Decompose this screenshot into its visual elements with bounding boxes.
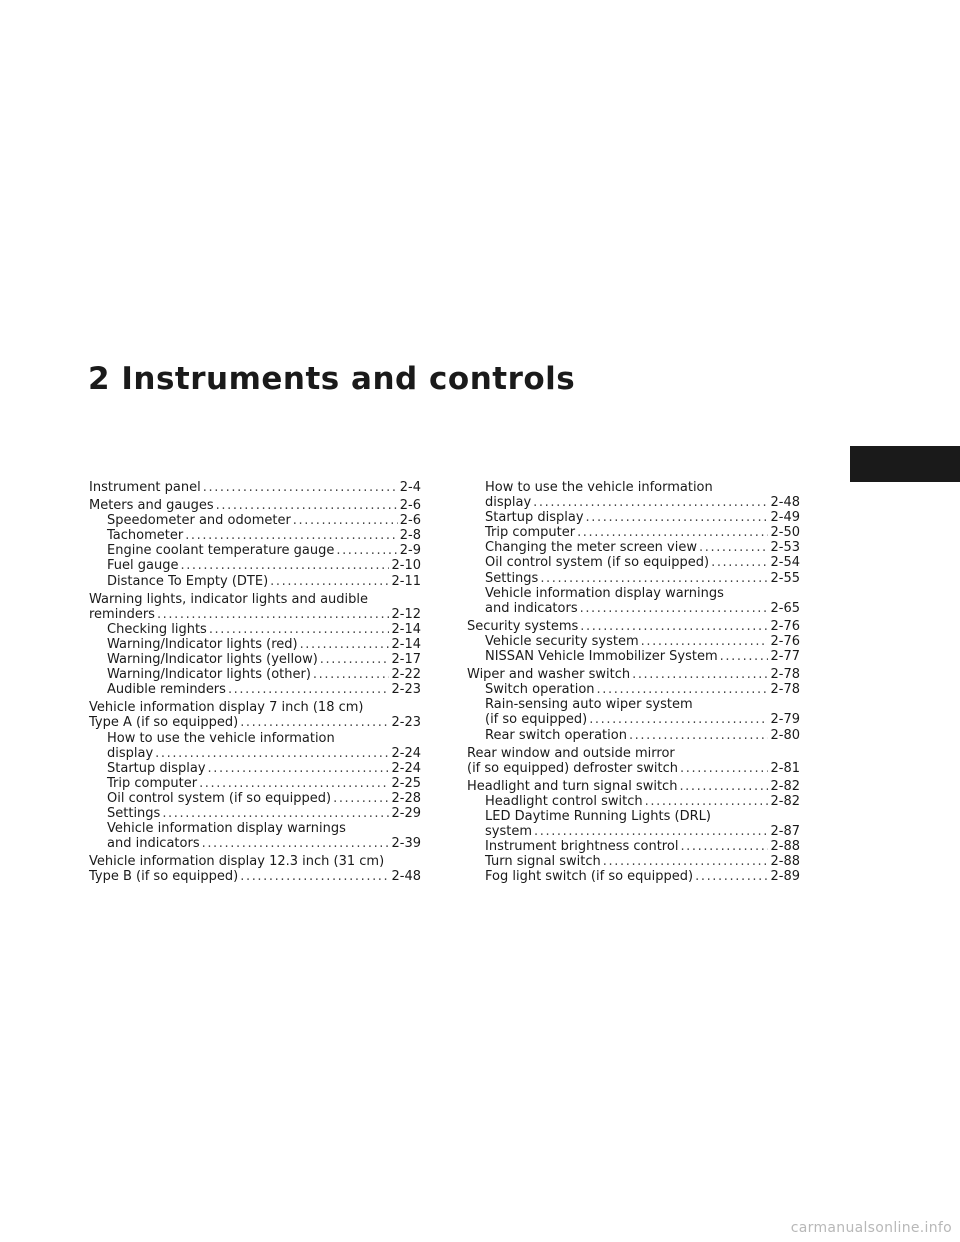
toc-entry[interactable] bbox=[467, 540, 800, 555]
toc-entry-title-line: Rain-sensing auto wiper system bbox=[485, 697, 693, 713]
toc-entry-line bbox=[107, 574, 421, 589]
toc-dot-leader bbox=[589, 712, 768, 727]
toc-page-number: 2-8 bbox=[399, 528, 421, 544]
toc-dot-leader bbox=[586, 510, 769, 525]
toc-entry-line bbox=[485, 525, 800, 540]
toc-page-number: 2-48 bbox=[770, 495, 800, 511]
toc-entry[interactable] bbox=[89, 731, 421, 761]
toc-dot-leader bbox=[209, 622, 390, 637]
toc-entry[interactable] bbox=[89, 806, 421, 821]
toc-entry-title: display bbox=[107, 745, 154, 761]
toc-dot-leader bbox=[202, 836, 390, 851]
toc-entry-title-line: Vehicle information display warnings bbox=[107, 821, 346, 837]
toc-entry[interactable] bbox=[467, 649, 800, 664]
toc-page-number: 2-9 bbox=[399, 543, 421, 559]
toc-page-number: 2-10 bbox=[391, 558, 421, 574]
toc-page-number: 2-11 bbox=[391, 573, 421, 589]
toc-entry-line bbox=[107, 746, 421, 761]
toc-entry-line bbox=[467, 619, 800, 634]
toc-entry-title: Warning/Indicator lights (yellow) bbox=[107, 652, 318, 668]
toc-page-number: 2-78 bbox=[770, 682, 800, 698]
toc-dot-leader bbox=[540, 571, 768, 586]
toc-page-number: 2-65 bbox=[770, 600, 800, 616]
toc-entry-line bbox=[485, 854, 800, 869]
toc-entry[interactable] bbox=[467, 869, 800, 884]
toc-page-number: 2-48 bbox=[391, 869, 421, 885]
toc-entry-line bbox=[107, 776, 421, 791]
toc-entry-title: display bbox=[485, 495, 532, 511]
toc-entry-title: Speedometer and odometer bbox=[107, 513, 291, 529]
toc-entry-title: Security systems bbox=[467, 618, 579, 634]
toc-entry[interactable] bbox=[467, 480, 800, 510]
toc-entry-title: Startup display bbox=[107, 760, 206, 776]
toc-dot-leader bbox=[534, 824, 768, 839]
toc-entry-line bbox=[485, 510, 800, 525]
toc-entry-line bbox=[107, 667, 421, 682]
toc-page-number: 2-54 bbox=[770, 555, 800, 571]
toc-entry[interactable] bbox=[89, 854, 421, 884]
toc-entry-line bbox=[107, 543, 421, 558]
toc-entry-line bbox=[467, 779, 800, 794]
toc-entry-title: Startup display bbox=[485, 510, 584, 526]
toc-entry-title: Rear switch operation bbox=[485, 727, 627, 743]
toc-entry-line bbox=[485, 649, 800, 664]
toc-entry-title: Trip computer bbox=[485, 525, 576, 541]
toc-entry[interactable] bbox=[467, 728, 800, 743]
toc-entry-title: Warning/Indicator lights (other) bbox=[107, 667, 311, 683]
toc-entry-line bbox=[467, 761, 800, 776]
toc-entry[interactable] bbox=[89, 528, 421, 543]
toc-page-number: 2-88 bbox=[770, 839, 800, 855]
toc-dot-leader bbox=[629, 728, 769, 743]
toc-dot-leader bbox=[185, 528, 398, 543]
toc-page-number: 2-55 bbox=[770, 570, 800, 586]
toc-entry[interactable] bbox=[467, 555, 800, 570]
toc-page-number: 2-53 bbox=[770, 540, 800, 556]
toc-page-number: 2-12 bbox=[391, 606, 421, 622]
toc-entry-line bbox=[485, 824, 800, 839]
toc-page-number: 2-80 bbox=[770, 727, 800, 743]
toc-page-number: 2-23 bbox=[391, 715, 421, 731]
toc-entry[interactable] bbox=[467, 667, 800, 682]
toc-dot-leader bbox=[199, 776, 389, 791]
toc-entry-line bbox=[89, 607, 421, 622]
toc-dot-leader bbox=[333, 791, 389, 806]
toc-page-number: 2-6 bbox=[399, 513, 421, 529]
toc-entry-title: and indicators bbox=[485, 600, 578, 616]
toc-column-left bbox=[89, 480, 421, 884]
toc-entry-title: Oil control system (if so equipped) bbox=[485, 555, 710, 571]
toc-page-number: 2-28 bbox=[391, 790, 421, 806]
toc-entry-title: Fuel gauge bbox=[107, 558, 179, 574]
chapter-title: 2 Instruments and controls bbox=[88, 361, 576, 397]
toc-dot-leader bbox=[580, 619, 768, 634]
toc-dot-leader bbox=[270, 574, 389, 589]
toc-page-number: 2-82 bbox=[770, 778, 800, 794]
toc-dot-leader bbox=[208, 761, 390, 776]
toc-page-number: 2-23 bbox=[391, 682, 421, 698]
toc-entry-title: Turn signal switch bbox=[485, 854, 601, 870]
toc-entry-title-line: Rear window and outside mirror bbox=[467, 745, 675, 761]
toc-dot-leader bbox=[216, 498, 398, 513]
toc-entry[interactable] bbox=[89, 498, 421, 513]
toc-entry-line bbox=[485, 601, 800, 616]
toc-entry[interactable] bbox=[89, 543, 421, 558]
toc-entry-title: Switch operation bbox=[485, 682, 595, 698]
toc-dot-leader bbox=[711, 555, 768, 570]
toc-page-number: 2-77 bbox=[770, 649, 800, 665]
toc-dot-leader bbox=[203, 480, 398, 495]
toc-dot-leader bbox=[157, 607, 390, 622]
toc-entry[interactable] bbox=[467, 779, 800, 794]
toc-entry-line bbox=[485, 869, 800, 884]
toc-entry-title: Trip computer bbox=[107, 775, 198, 791]
toc-dot-leader bbox=[580, 601, 769, 616]
toc-page-number: 2-76 bbox=[770, 633, 800, 649]
toc-dot-leader bbox=[641, 634, 769, 649]
toc-entry[interactable] bbox=[89, 558, 421, 573]
toc-entry[interactable] bbox=[89, 622, 421, 637]
toc-dot-leader bbox=[228, 682, 390, 697]
toc-entry[interactable] bbox=[467, 510, 800, 525]
toc-entry-title: Settings bbox=[107, 805, 161, 821]
toc-dot-leader bbox=[155, 746, 389, 761]
toc-entry-title: and indicators bbox=[107, 836, 200, 852]
toc-entry-line bbox=[485, 571, 800, 586]
toc-entry-title: reminders bbox=[89, 606, 155, 622]
toc-dot-leader bbox=[699, 540, 768, 555]
toc-page-number: 2-82 bbox=[770, 793, 800, 809]
toc-entry-title: Meters and gauges bbox=[89, 498, 214, 514]
toc-entry[interactable] bbox=[89, 791, 421, 806]
toc-entry-title-line: Warning lights, indicator lights and audible bbox=[89, 591, 369, 607]
toc-entry-line bbox=[107, 806, 421, 821]
toc-entry-title: Settings bbox=[485, 570, 539, 586]
toc-entry-title: Wiper and washer switch bbox=[467, 667, 631, 683]
toc-entry-line bbox=[107, 652, 421, 667]
toc-entry[interactable] bbox=[89, 776, 421, 791]
toc-entry[interactable] bbox=[467, 586, 800, 616]
chapter-thumb-tab bbox=[850, 446, 960, 482]
toc-dot-leader bbox=[240, 715, 389, 730]
toc-entry[interactable] bbox=[467, 634, 800, 649]
toc-page-number: 2-4 bbox=[399, 480, 421, 495]
toc-page-number: 2-78 bbox=[770, 667, 800, 683]
toc-entry-line bbox=[89, 498, 421, 513]
toc-dot-leader bbox=[679, 779, 768, 794]
toc-dot-leader bbox=[336, 543, 397, 558]
toc-entry[interactable] bbox=[467, 794, 800, 809]
toc-entry-line bbox=[89, 715, 421, 730]
toc-page-number: 2-81 bbox=[770, 760, 800, 776]
toc-entry-line bbox=[107, 513, 421, 528]
toc-dot-leader bbox=[680, 839, 768, 854]
toc-page-number: 2-14 bbox=[391, 636, 421, 652]
toc-entry[interactable] bbox=[467, 697, 800, 727]
toc-entry-title: system bbox=[485, 824, 532, 840]
toc-entry[interactable] bbox=[89, 821, 421, 851]
toc-dot-leader bbox=[293, 513, 398, 528]
toc-entry[interactable] bbox=[89, 667, 421, 682]
toc-dot-leader bbox=[240, 869, 389, 884]
toc-page-number: 2-6 bbox=[399, 498, 421, 514]
toc-entry[interactable] bbox=[467, 746, 800, 776]
toc-entry-title-line: Vehicle information display warnings bbox=[485, 585, 724, 601]
toc-entry[interactable] bbox=[467, 682, 800, 697]
toc-entry-title-line: How to use the vehicle information bbox=[485, 480, 713, 495]
toc-entry-title: Instrument brightness control bbox=[485, 839, 679, 855]
toc-entry[interactable] bbox=[467, 619, 800, 634]
toc-dot-leader bbox=[645, 794, 769, 809]
toc-page-number: 2-89 bbox=[770, 869, 800, 885]
toc-page-number: 2-87 bbox=[770, 824, 800, 840]
toc-page-number: 2-76 bbox=[770, 618, 800, 634]
toc-dot-leader bbox=[695, 869, 768, 884]
toc-entry-title: Changing the meter screen view bbox=[485, 540, 697, 556]
toc-entry-line bbox=[107, 836, 421, 851]
toc-entry-line bbox=[485, 794, 800, 809]
toc-page-number: 2-50 bbox=[770, 525, 800, 541]
toc-entry-line bbox=[107, 761, 421, 776]
toc-entry[interactable] bbox=[89, 682, 421, 697]
toc-entry-line bbox=[485, 495, 800, 510]
toc-entry-title: NISSAN Vehicle Immobilizer System bbox=[485, 649, 718, 665]
toc-entry[interactable] bbox=[467, 571, 800, 586]
toc-entry-title: Fog light switch (if so equipped) bbox=[485, 869, 694, 885]
toc-page-number: 2-17 bbox=[391, 652, 421, 668]
toc-entry-line bbox=[485, 839, 800, 854]
toc-dot-leader bbox=[603, 854, 769, 869]
toc-entry-line bbox=[107, 558, 421, 573]
toc-entry[interactable] bbox=[89, 700, 421, 730]
toc-entry-title: Distance To Empty (DTE) bbox=[107, 573, 269, 589]
toc-entry[interactable] bbox=[467, 525, 800, 540]
toc-entry-title: Audible reminders bbox=[107, 682, 226, 698]
toc-entry-line bbox=[89, 869, 421, 884]
toc-entry-line bbox=[107, 791, 421, 806]
toc-entry-title-line: LED Daytime Running Lights (DRL) bbox=[485, 808, 711, 824]
toc-entry-title: Instrument panel bbox=[89, 480, 201, 495]
toc-entry-line bbox=[485, 634, 800, 649]
toc-entry[interactable] bbox=[467, 854, 800, 869]
toc-dot-leader bbox=[680, 761, 768, 776]
toc-column-right bbox=[467, 480, 800, 884]
toc-entry-title: Headlight control switch bbox=[485, 793, 643, 809]
toc-page-number: 2-14 bbox=[391, 621, 421, 637]
toc-entry-line bbox=[485, 728, 800, 743]
toc-entry-line bbox=[107, 637, 421, 652]
toc-page-number: 2-24 bbox=[391, 760, 421, 776]
toc-page-number: 2-49 bbox=[770, 510, 800, 526]
toc-entry-title: Vehicle security system bbox=[485, 633, 639, 649]
toc-entry-line bbox=[107, 682, 421, 697]
toc-entry-title-line: Vehicle information display 7 inch (18 cm) bbox=[89, 700, 364, 716]
toc-entry-title-line: How to use the vehicle information bbox=[107, 730, 335, 746]
toc-entry-title: Tachometer bbox=[107, 528, 184, 544]
toc-entry-title: (if so equipped) bbox=[485, 712, 588, 728]
toc-entry-line bbox=[107, 528, 421, 543]
toc-entry-title: Type B (if so equipped) bbox=[89, 869, 239, 885]
toc-entry[interactable] bbox=[89, 592, 421, 622]
toc-entry-title: Warning/Indicator lights (red) bbox=[107, 636, 298, 652]
toc-entry[interactable] bbox=[89, 637, 421, 652]
toc-dot-leader bbox=[313, 667, 390, 682]
toc-page-number: 2-25 bbox=[391, 775, 421, 791]
toc-entry-line bbox=[107, 622, 421, 637]
toc-entry[interactable] bbox=[89, 574, 421, 589]
toc-entry-line bbox=[485, 712, 800, 727]
toc-dot-leader bbox=[162, 806, 389, 821]
toc-entry-line bbox=[485, 555, 800, 570]
toc-page-number: 2-24 bbox=[391, 745, 421, 761]
toc-page-number: 2-39 bbox=[391, 836, 421, 852]
toc-entry-title-line: Vehicle information display 12.3 inch (31 cm) bbox=[89, 854, 385, 870]
toc-entry-line bbox=[485, 682, 800, 697]
toc-entry[interactable] bbox=[467, 809, 800, 839]
toc-entry-title: Checking lights bbox=[107, 621, 207, 637]
toc-page-number: 2-22 bbox=[391, 667, 421, 683]
toc-dot-leader bbox=[577, 525, 768, 540]
toc-entry-line bbox=[89, 480, 421, 495]
toc-entry[interactable] bbox=[89, 513, 421, 528]
watermark-text: carmanualsonline.info bbox=[790, 1220, 952, 1236]
toc-entry-line bbox=[485, 540, 800, 555]
toc-entry-title: Headlight and turn signal switch bbox=[467, 778, 678, 794]
toc-entry-title: (if so equipped) defroster switch bbox=[467, 760, 678, 776]
toc-dot-leader bbox=[720, 649, 769, 664]
toc-entry[interactable] bbox=[467, 839, 800, 854]
toc-dot-leader bbox=[300, 637, 390, 652]
toc-entry[interactable] bbox=[89, 652, 421, 667]
toc-entry[interactable] bbox=[89, 480, 421, 495]
toc-entry-line bbox=[467, 667, 800, 682]
toc-page-number: 2-88 bbox=[770, 854, 800, 870]
toc-entry-title: Type A (if so equipped) bbox=[89, 715, 239, 731]
toc-dot-leader bbox=[533, 495, 768, 510]
toc-dot-leader bbox=[597, 682, 769, 697]
toc-dot-leader bbox=[320, 652, 390, 667]
toc-page-number: 2-29 bbox=[391, 805, 421, 821]
toc-dot-leader bbox=[180, 558, 389, 573]
toc-entry-title: Oil control system (if so equipped) bbox=[107, 790, 332, 806]
toc-dot-leader bbox=[632, 667, 768, 682]
toc-entry-title: Engine coolant temperature gauge bbox=[107, 543, 335, 559]
toc-entry[interactable] bbox=[89, 761, 421, 776]
toc-page-number: 2-79 bbox=[770, 712, 800, 728]
